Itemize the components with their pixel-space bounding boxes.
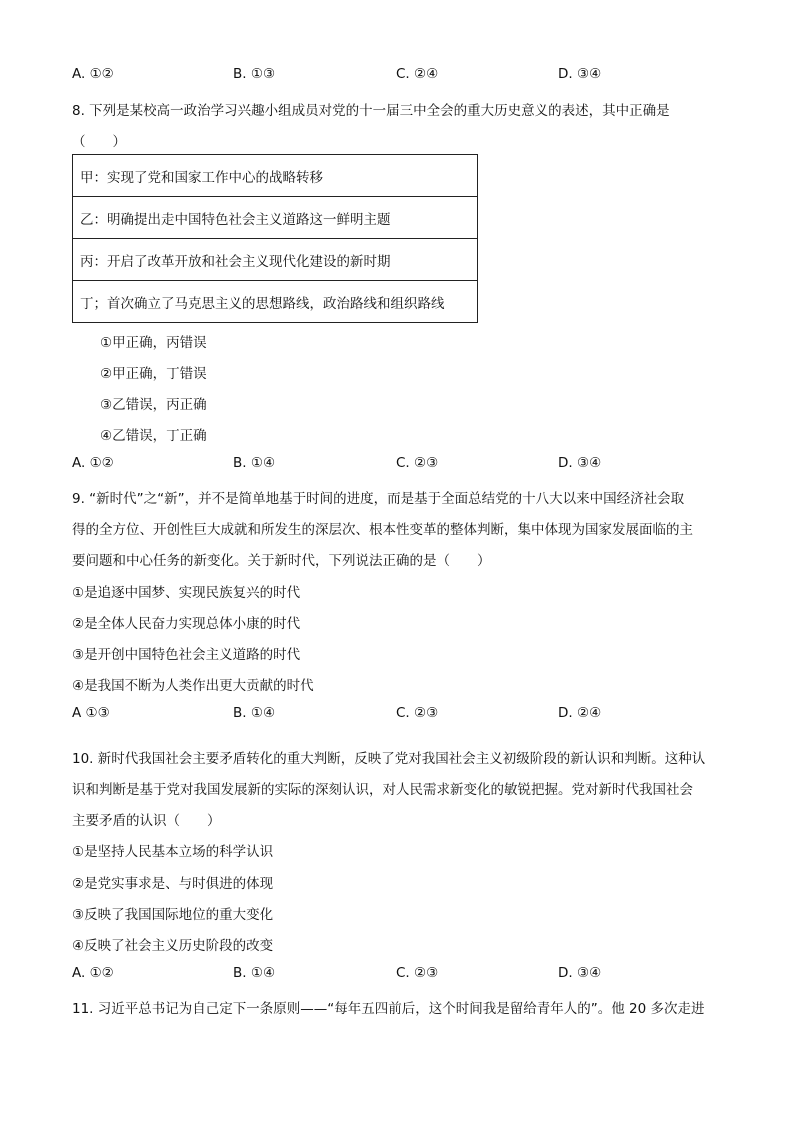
q10-option-b: B. ①④: [233, 965, 276, 981]
q9-stem-line-1: 9. “新时代”之“新”，并不是简单地基于时间的进度，而是基于全面总结党的十八大以来中国经济社会取: [72, 491, 685, 507]
q9-stem-line-3: 要问题和中心任务的新变化。关于新时代，下列说法正确的是（ ）: [72, 553, 491, 569]
q8-stem-line-2: （ ）: [72, 134, 126, 150]
q7-option-c: C. ②④: [396, 66, 439, 82]
q8-option-d: D. ③④: [558, 455, 602, 471]
q11-stem-line-1: 11. 习近平总书记为自己定下一条原则——“每年五四前后，这个时间我是留给青年人的”。他 20 多次走进: [72, 1001, 705, 1017]
q9-option-a: A ①③: [72, 705, 110, 721]
q9-option-d: D. ②④: [558, 705, 602, 721]
q8-table-row-yi: 乙：明确提出走中国特色社会主义道路这一鲜明主题: [73, 197, 478, 239]
q10-option-a: A. ①②: [72, 965, 114, 981]
q7-option-b: B. ①③: [233, 66, 276, 82]
q8-statement-table: [72, 154, 478, 323]
q10-stem-line-2: 识和判断是基于党对我国发展新的实际的深刻认识，对人民需求新变化的敏锐把握。党对新时代我国社会: [72, 782, 693, 798]
q10-choice-3: ③反映了我国国际地位的重大变化: [72, 907, 274, 923]
q9-option-c: C. ②③: [396, 705, 439, 721]
q9-stem-line-2: 得的全方位、开创性巨大成就和所发生的深层次、根本性变革的整体判断，集中体现为国家发展面临的主: [72, 522, 693, 538]
q10-choice-2: ②是党实事求是、与时俱进的体现: [72, 876, 274, 892]
q10-choice-4: ④反映了社会主义历史阶段的改变: [72, 938, 274, 954]
q10-option-c: C. ②③: [396, 965, 439, 981]
q7-option-a: A. ①②: [72, 66, 114, 82]
q9-choice-4: ④是我国不断为人类作出更大贡献的时代: [72, 678, 314, 694]
q7-option-d: D. ③④: [558, 66, 602, 82]
q8-table-row-jia: 甲：实现了党和国家工作中心的战略转移: [73, 155, 478, 197]
q8-choice-2: ②甲正确，丁错误: [100, 366, 207, 382]
q8-choice-4: ④乙错误，丁正确: [100, 428, 207, 444]
q9-choice-3: ③是开创中国特色社会主义道路的时代: [72, 647, 301, 663]
q9-option-b: B. ①④: [233, 705, 276, 721]
q8-table-row-bing: 丙：开启了改革开放和社会主义现代化建设的新时期: [73, 239, 478, 281]
q8-option-b: B. ①④: [233, 455, 276, 471]
q10-choice-1: ①是坚持人民基本立场的科学认识: [72, 844, 274, 860]
q10-option-d: D. ③④: [558, 965, 602, 981]
q8-choice-1: ①甲正确，丙错误: [100, 335, 207, 351]
q10-stem-line-3: 主要矛盾的认识（ ）: [72, 813, 221, 829]
q8-choice-3: ③乙错误，丙正确: [100, 397, 207, 413]
q9-choice-1: ①是追逐中国梦、实现民族复兴的时代: [72, 585, 301, 601]
q9-choice-2: ②是全体人民奋力实现总体小康的时代: [72, 616, 301, 632]
q8-stem-line-1: 8. 下列是某校高一政治学习兴趣小组成员对党的十一届三中全会的重大历史意义的表述，其中正确是: [72, 103, 670, 119]
q8-option-a: A. ①②: [72, 455, 114, 471]
q8-table-row-ding: 丁；首次确立了马克思主义的思想路线，政治路线和组织路线: [73, 281, 478, 323]
q8-option-c: C. ②③: [396, 455, 439, 471]
q10-stem-line-1: 10. 新时代我国社会主要矛盾转化的重大判断，反映了党对我国社会主义初级阶段的新认识和判断。这种认: [72, 751, 706, 767]
